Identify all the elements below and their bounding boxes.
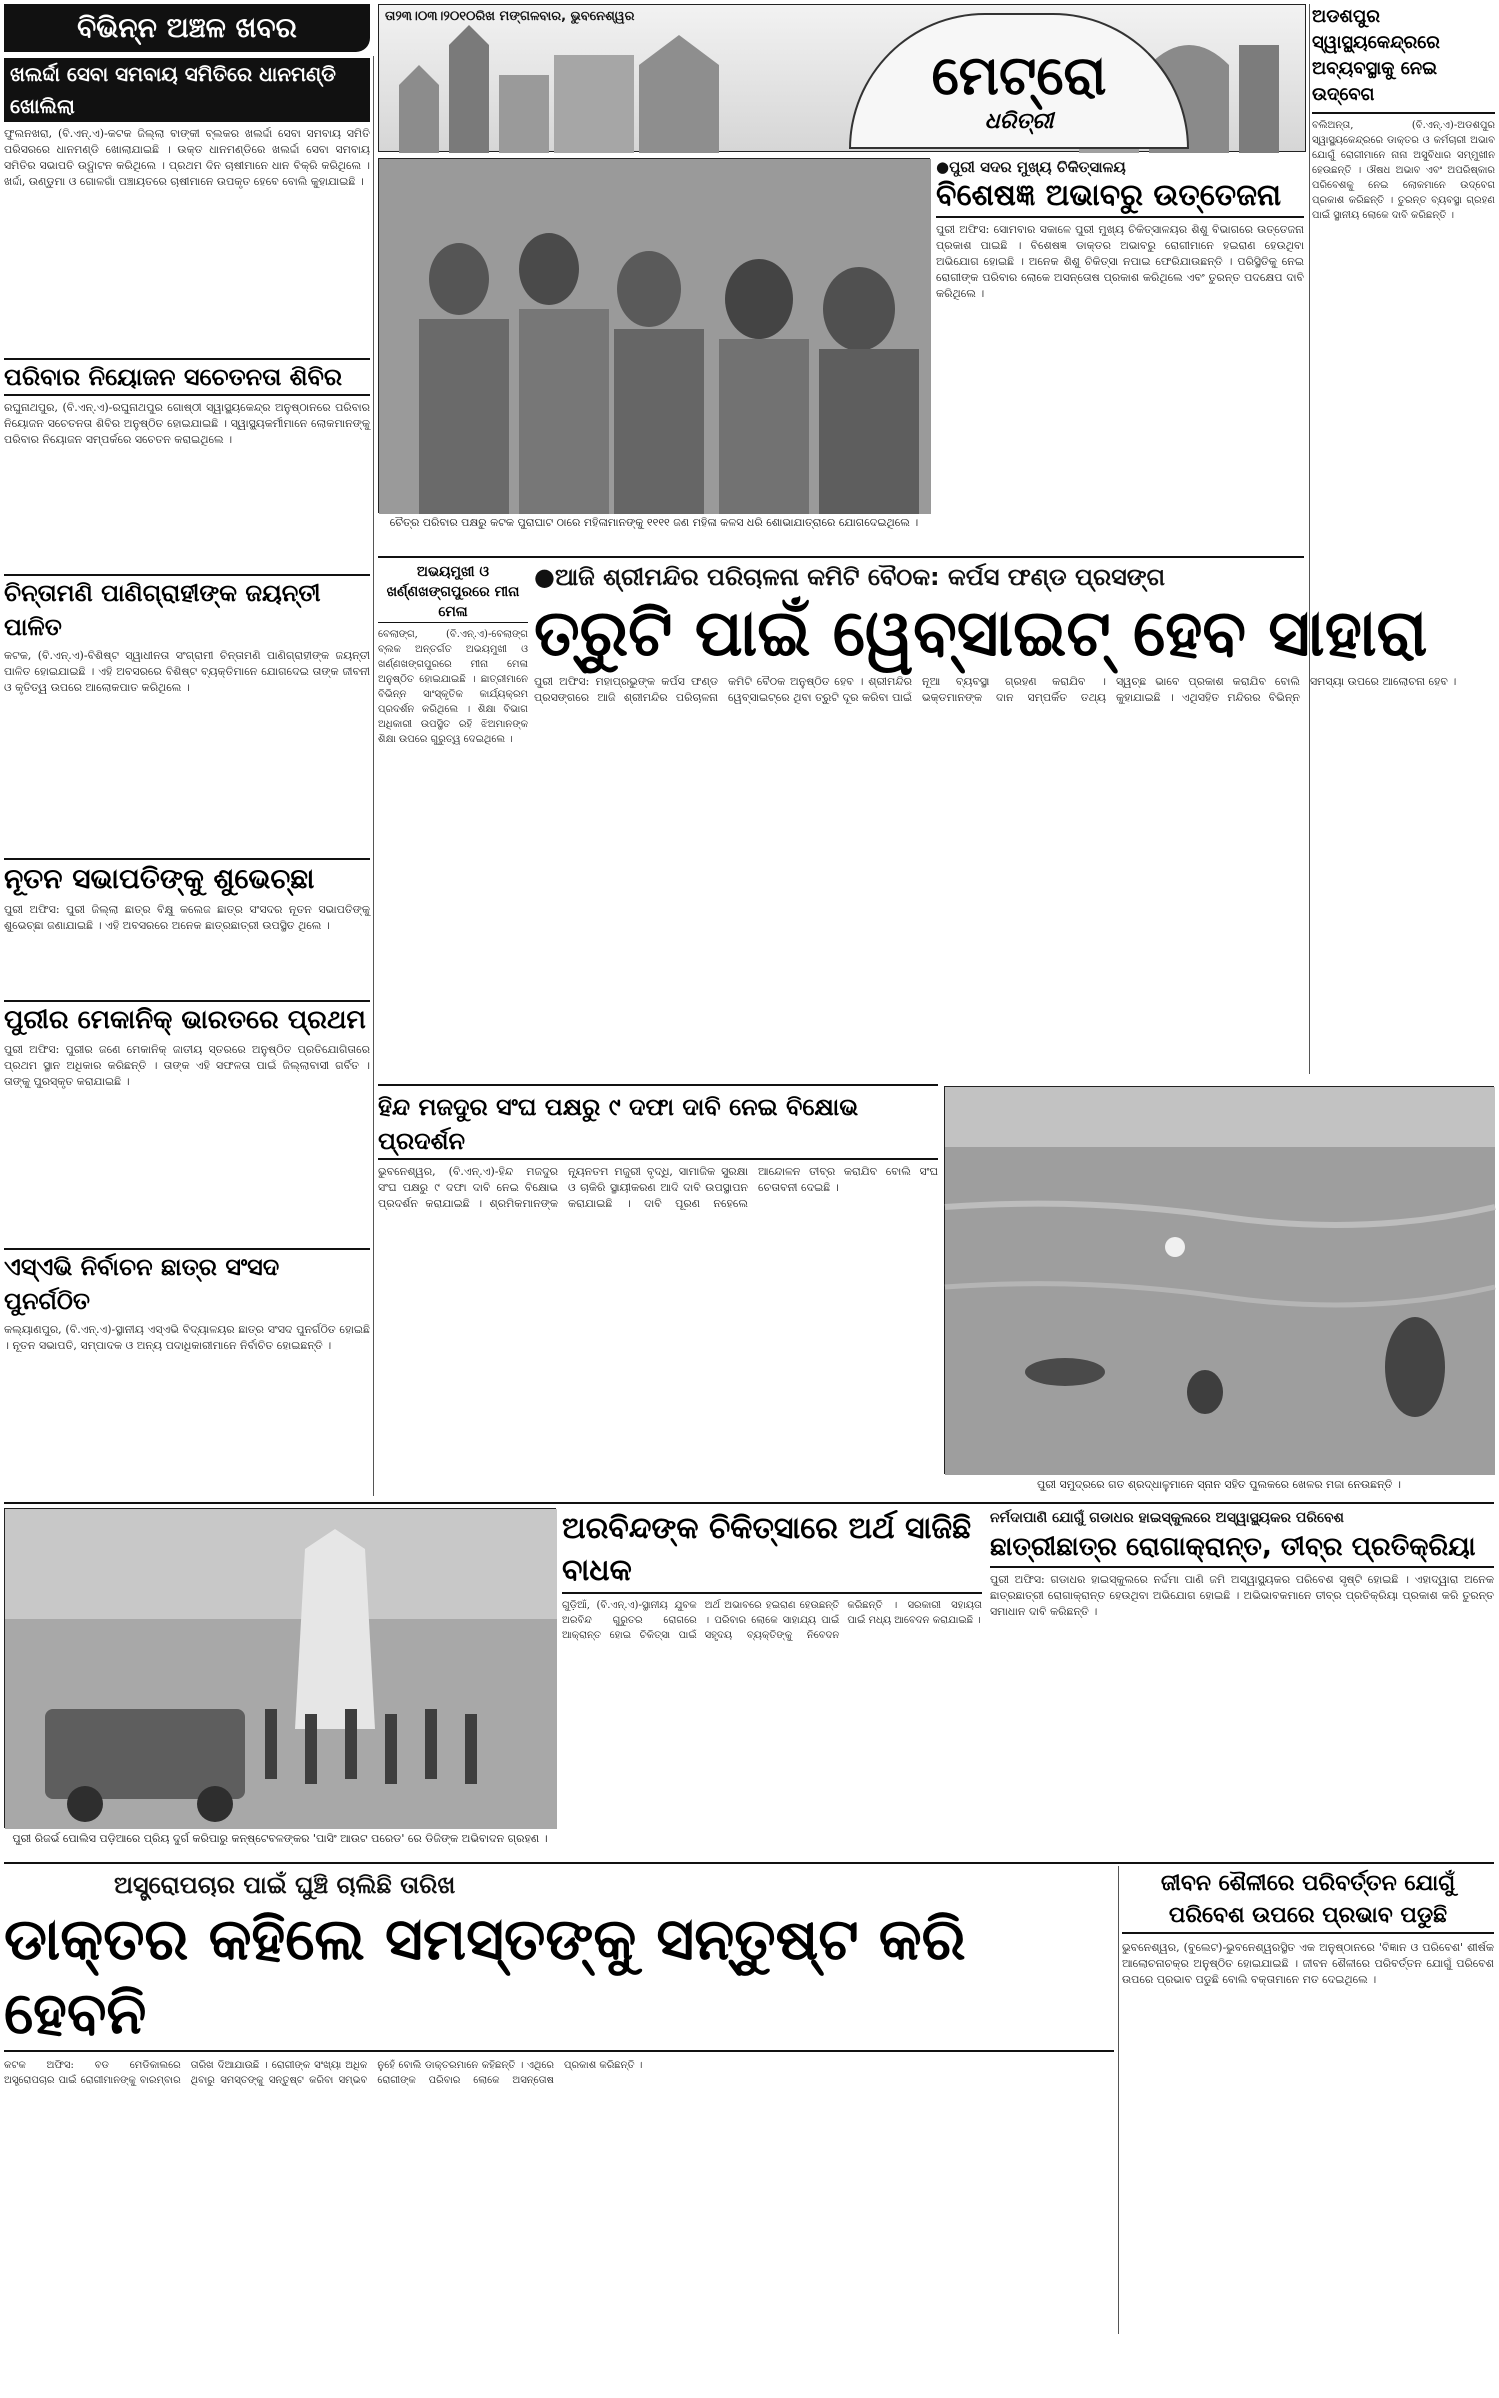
left-column: [4, 58, 370, 1498]
left-body-5: ପୁରୀ ଅଫିସ: ପୁରୀର ଜଣେ ମେକାନିକ୍ ଜାତୀୟ ସ୍ତରରେ ଅନୁଷ୍ଠିତ ପ୍ରତିଯୋଗିତାରେ ପ୍ରଥମ ସ୍ଥାନ ଅଧିକାର କରିଛନ୍ତି । ତାଙ୍କ ଏହି ସଫଳତା ପାଇଁ ଜିଲ୍ଲାବାସୀ ଗର୍ବିତ । ତାଙ୍କୁ ପୁରସ୍କୃତ କରାଯାଇଛି ।: [4, 1043, 370, 1088]
story-doctor-kicker: ଅସ୍ତ୍ରୋପଚାର ପାଇଁ ଘୁଞ୍ଚି ଚାଲିଛି ତାରିଖ: [114, 1871, 456, 1899]
left-headline-2: ପରିବାର ନିୟୋଜନ ସଚେତନତା ଶିବିର: [4, 358, 370, 396]
story-expert-headline: ବିଶେଷଜ୍ଞ ଅଭାବରୁ ଉତ୍ତେଜନା: [936, 176, 1304, 218]
story-arabinda-headline: ଅରବିନ୍ଦଙ୍କ ଚିକିତ୍ସାରେ ଅର୍ଥ ସାଜିଛି ବାଧକ: [562, 1508, 982, 1594]
brand-title: ମେଟ୍ରୋ: [931, 44, 1107, 107]
story-arabinda-body: ଗୁଡ଼ିଆଁ, (ବି.ଏନ୍.ଏ)-ସ୍ଥାନୀୟ ଯୁବକ ଅରବିନ୍ଦ ଗୁରୁତର ରୋଗରେ ଆକ୍ରାନ୍ତ ହୋଇ ଚିକିତ୍ସା ପାଇଁ ଅର୍ଥ ଅଭାବରେ ହଇରାଣ ହେଉଛନ୍ତି । ପରିବାର ଲୋକେ ସାହାଯ୍ୟ ପାଇଁ ସହୃଦୟ ବ୍ୟକ୍ତିଙ୍କୁ ନିବେଦନ କରିଛନ୍ତି । ସରକାରୀ ସହାୟତା ପାଇଁ ମଧ୍ୟ ଆବେଦନ କରାଯାଇଛି ।: [562, 1600, 982, 1641]
story-doctor: [4, 1868, 1114, 2333]
left-body-6: କଲ୍ୟାଣପୁର, (ବି.ଏନ୍.ଏ)-ସ୍ଥାନୀୟ ଏସ୍ଏଭି ବିଦ୍ୟାଳୟର ଛାତ୍ର ସଂସଦ ପୁନର୍ଗଠିତ ହୋଇଛି । ନୂତନ ସଭାପତି, ସମ୍ପାଦକ ଓ ଅନ୍ୟ ପଦାଧିକାରୀମାନେ ନିର୍ବାଚିତ ହୋଇଛନ୍ତି ।: [4, 1323, 370, 1352]
left-body-3: କଟକ, (ବି.ଏନ୍.ଏ)-ବିଶିଷ୍ଟ ସ୍ୱାଧୀନତା ସଂଗ୍ରାମୀ ଚିନ୍ତାମଣି ପାଣିଗ୍ରାହୀଙ୍କ ଜୟନ୍ତୀ ପାଳିତ ହୋଇଯାଇଛି । ଏହି ଅବସରରେ ବିଶିଷ୍ଟ ବ୍ୟକ୍ତିମାନେ ଯୋଗଦେଇ ତାଙ୍କ ଜୀବନୀ ଓ କୃତିତ୍ୱ ଉପରେ ଆଲୋକପାତ କରିଥିଲେ ।: [4, 649, 370, 694]
story-doctor-headline: ଡାକ୍ତର କହିଲେ ସମସ୍ତଙ୍କୁ ସନ୍ତୁଷ୍ଟ କରି ହେବନି: [4, 1902, 1114, 2052]
story-website-headline: ତ୍ରୁଟି ପାଇଁ ୱେବ୍‌ସାଇଟ୍ ହେବ ସାହାରା: [534, 597, 1428, 671]
story-protest: [378, 1090, 938, 1500]
left-body-2: ରଘୁନାଥପୁର, (ବି.ଏନ୍.ଏ)-ରଘୁନାଥପୁର ଗୋଷ୍ଠୀ ସ୍ୱାସ୍ଥ୍ୟକେନ୍ଦ୍ର ଅନୁଷ୍ଠାନରେ ପରିବାର ନିୟୋଜନ ସଚେତନତା ଶିବିର ଅନୁଷ୍ଠିତ ହୋଇଯାଇଛି । ସ୍ୱାସ୍ଥ୍ୟକର୍ମୀମାନେ ଲୋକମାନଙ୍କୁ ପରିବାର ନିୟୋଜନ ସମ୍ପର୍କରେ ସଚେତନ କରାଇଥିଲେ ।: [4, 401, 370, 446]
left-headline-3: ଚିନ୍ତାମଣି ପାଣିଗ୍ରାହୀଙ୍କ ଜୟନ୍ତୀ ପାଳିତ: [4, 574, 370, 644]
divider-mid-2: [378, 1084, 938, 1086]
divider-bottom-2: [4, 1862, 1494, 1864]
masthead-dateline: ତା୨୩।୦୩।୨୦୧୦ରିଖ ମଙ୍ଗଳବାର, ଭୁବନେଶ୍ୱର: [385, 9, 635, 24]
photo-sea: [944, 1086, 1494, 1474]
masthead-banner: [378, 4, 1306, 152]
story-meena-headline: ଅଭୟମୁଖୀ ଓ ଖର୍ଣ୍ଣଖଙ୍ଗପୁରରେ ମୀନା ମେଳା: [378, 562, 528, 623]
story-expert: [936, 158, 1304, 553]
divider-left: [373, 56, 374, 1496]
story-meena: [378, 562, 528, 1042]
story-school-body: ପୁରୀ ଅଫିସ: ଗଡାଧର ହାଇସ୍କୁଲରେ ନର୍ଦ୍ଦମା ପାଣି ଜମି ଅସ୍ୱାସ୍ଥ୍ୟକର ପରିବେଶ ସୃଷ୍ଟି ହୋଇଛି । ଏହାଦ୍ୱାରା ଅନେକ ଛାତ୍ରଛାତ୍ରୀ ରୋଗାକ୍ରାନ୍ତ ହେଉଥିବା ଅଭିଯୋଗ ହୋଇଛି । ଅଭିଭାବକମାନେ ତୀବ୍ର ପ୍ରତିକ୍ରିୟା ପ୍ରକାଶ କରି ତୁରନ୍ତ ସମାଧାନ ଦାବି କରିଛନ୍ତି ।: [990, 1573, 1494, 1618]
story-school: [990, 1508, 1494, 1858]
right-headline: ଅଡଶପୁର ସ୍ୱାସ୍ଥ୍ୟକେନ୍ଦ୍ରରେ ଅବ୍ୟବସ୍ଥାକୁ ନେଇ ଉଦ୍‌ବେଗ: [1312, 4, 1495, 114]
story-protest-body: ଭୁବନେଶ୍ୱର, (ବି.ଏନ୍.ଏ)-ହିନ୍ଦ ମଜଦୁର ସଂଘ ପକ୍ଷରୁ ୯ ଦଫା ଦାବି ନେଇ ବିକ୍ଷୋଭ ପ୍ରଦର୍ଶନ କରାଯାଇଛି । ଶ୍ରମିକମାନଙ୍କ ନ୍ୟୂନତମ ମଜୁରୀ ବୃଦ୍ଧି, ସାମାଜିକ ସୁରକ୍ଷା ଓ ଚାକିରି ସ୍ଥାୟୀକରଣ ଆଦି ଦାବି ଉପସ୍ଥାପନ କରାଯାଇଛି । ଦାବି ପୂରଣ ନହେଲେ ଆନ୍ଦୋଳନ ତୀବ୍ର କରାଯିବ ବୋଲି ସଂଘ ଚେତାବନୀ ଦେଇଛି ।: [378, 1165, 938, 1210]
story-website-kicker: ●ଆଜି ଶ୍ରୀମନ୍ଦିର ପରିଚାଳନା କମିଟି ବୈଠକ: କର୍ପସ ଫଣ୍ଡ ପ୍ରସଙ୍ଗ: [534, 563, 1166, 591]
story-website: [534, 560, 1494, 1080]
story-doctor-body: କଟକ ଅଫିସ: ବଡ ମେଡିକାଲରେ ଅସ୍ତ୍ରୋପଚାର ପାଇଁ ରୋଗୀମାନଙ୍କୁ ବାରମ୍ବାର ତାରିଖ ଦିଆଯାଉଛି । ରୋଗୀଙ୍କ ସଂଖ୍ୟା ଅଧିକ ଥିବାରୁ ସମସ୍ତଙ୍କୁ ସନ୍ତୁଷ୍ଟ କରିବା ସମ୍ଭବ ନୁହେଁ ବୋଲି ଡାକ୍ତରମାନେ କହିଛନ୍ତି । ଏଥିରେ ରୋଗୀଙ୍କ ପରିବାର ଲୋକେ ଅସନ୍ତୋଷ ପ୍ରକାଶ କରିଛନ୍ତି ।: [4, 2060, 643, 2086]
photo-parade: [4, 1508, 556, 1828]
story-expert-body: ପୁରୀ ଅଫିସ: ସୋମବାର ସକାଳେ ପୁରୀ ମୁଖ୍ୟ ଚିକିତ୍ସାଳୟର ଶିଶୁ ବିଭାଗରେ ଉତ୍ତେଜନା ପ୍ରକାଶ ପାଇଛି । ବିଶେଷଜ୍ଞ ଡାକ୍ତର ଅଭାବରୁ ରୋଗୀମାନେ ହଇରାଣ ହେଉଥିବା ଅଭିଯୋଗ ହୋଇଛି । ଅନେକ ଶିଶୁ ଚିକିତ୍ସା ନପାଇ ଫେରିଯାଉଛନ୍ତି । ପରିସ୍ଥିତିକୁ ନେଇ ରୋଗୀଙ୍କ ପରିବାର ଲୋକେ ଅସନ୍ତୋଷ ପ୍ରକାଶ କରିଥିଲେ ଏବଂ ତୁରନ୍ତ ପଦକ୍ଷେପ ଦାବି କରିଥିଲେ ।: [936, 223, 1304, 300]
left-headline-1: ଖଲର୍ଦ୍ଦା ସେବା ସମବାୟ ସମିତିରେ ଧାନମଣ୍ଡି ଖୋଲିଲା: [4, 58, 370, 122]
story-school-kicker: ନର୍ମଦାପାଣି ଯୋଗୁଁ ଗଡାଧର ହାଇସ୍କୁଲରେ ଅସ୍ୱାସ୍ଥ୍ୟକର ପରିବେଶ: [990, 1510, 1344, 1526]
story-environment-body: ଭୁବନେଶ୍ୱର, (ବୁଲେଟ)-ଭୁବନେଶ୍ୱରସ୍ଥିତ ଏକ ଅନୁଷ୍ଠାନରେ 'ବିଜ୍ଞାନ ଓ ପରିବେଶ' ଶୀର୍ଷକ ଆଲୋଚନାଚକ୍ର ଅନୁଷ୍ଠିତ ହୋଇଯାଇଛି । ଜୀବନ ଶୈଳୀରେ ପରିବର୍ତ୍ତନ ଯୋଗୁଁ ପରିବେଶ ଉପରେ ପ୍ରଭାବ ପଡୁଛି ବୋଲି ବକ୍ତାମାନେ ମତ ଦେଇଥିଲେ ।: [1122, 1941, 1494, 1986]
divider-bottom-1: [4, 1502, 1494, 1504]
left-headline-5: ପୁରୀର ମେକାନିକ୍ ଭାରତରେ ପ୍ରଥମ: [4, 1000, 370, 1038]
story-environment: [1122, 1868, 1494, 2333]
brand-subtitle: ଧରିତ୍ରୀ: [984, 109, 1054, 134]
section-tab: ବିଭିନ୍ନ ଅଞ୍ଚଳ ଖବର: [4, 4, 370, 52]
story-environment-headline: ଜୀବନ ଶୈଳୀରେ ପରିବର୍ତ୍ତନ ଯୋଗୁଁ ପରିବେଶ ଉପରେ ପ୍ରଭାବ ପଡୁଛି: [1122, 1868, 1494, 1934]
photo-procession-caption: ଚୈତ୍ର ପରିବାର ପକ୍ଷରୁ କଟକ ପୁରାଘାଟ ଠାରେ ମହିଳାମାନଙ୍କୁ ୧୧୧୧ ଜଣ ମହିଳା କଳସ ଧରି ଶୋଭାଯାତ୍ରାରେ ଯୋଗଦେଇଥିଲେ ।: [389, 516, 919, 529]
left-body-4: ପୁରୀ ଅଫିସ: ପୁରୀ ଜିଲ୍ଲା ଛାତ୍ର ବିକ୍ଷୁ କଲେଜ ଛାତ୍ର ସଂସଦର ନୂତନ ସଭାପତିଙ୍କୁ ଶୁଭେଚ୍ଛା ଜଣାଯାଇଛି । ଏହି ଅବସରରେ ଅନେକ ଛାତ୍ରଛାତ୍ରୀ ଉପସ୍ଥିତ ଥିଲେ ।: [4, 903, 370, 932]
left-headline-6: ଏସ୍ଏଭି ନିର୍ବାଚନ ଛାତ୍ର ସଂସଦ ପୁନର୍ଗଠିତ: [4, 1248, 370, 1318]
story-school-headline: ଛାତ୍ରୀଛାତ୍ର ରୋଗାକ୍ରାନ୍ତ, ତୀବ୍ର ପ୍ରତିକ୍ରିୟା: [990, 1528, 1494, 1568]
left-headline-4: ନୂତନ ସଭାପତିଙ୍କୁ ଶୁଭେଚ୍ଛା: [4, 858, 370, 898]
photo-parade-caption: ପୁରୀ ରିଜର୍ଭ ପୋଲିସ ପଡ଼ିଆରେ ପ୍ରିୟ ଦୁର୍ଗ କରିପାରୁ କନ୍ଷ୍ଟେବଳଙ୍କର 'ପାସିଂ ଆଉଟ ପରେଡ' ରେ ଡିଜିଙ୍କ ଅଭିବାଦନ ଗ୍ରହଣ ।: [12, 1832, 548, 1845]
divider-bottom-v: [1118, 1866, 1119, 2334]
story-meena-body: ବେଲାଙ୍ଗ, (ବି.ଏନ୍.ଏ)-ବେଲାଙ୍ଗ ବ୍ଲକ ଅନ୍ତର୍ଗତ ଅଭୟମୁଖୀ ଓ ଖର୍ଣ୍ଣଖଙ୍ଗପୁରରେ ମୀନା ମେଳା ଅନୁଷ୍ଠିତ ହୋଇଯାଇଛି । ଛାତ୍ରୀମାନେ ବିଭିନ୍ନ ସାଂସ୍କୃତିକ କାର୍ଯ୍ୟକ୍ରମ ପ୍ରଦର୍ଶନ କରିଥିଲେ । ଶିକ୍ଷା ବିଭାଗ ଅଧିକାରୀ ଉପସ୍ଥିତ ରହି ଝିଅମାନଙ୍କ ଶିକ୍ଷା ଉପରେ ଗୁରୁତ୍ୱ ଦେଇଥିଲେ ।: [378, 629, 528, 745]
story-expert-kicker: ●ପୁରୀ ସଦର ମୁଖ୍ୟ ଚିକିତ୍ସାଳୟ: [936, 158, 1126, 176]
right-body: ବଲିଅନ୍ତା, (ବି.ଏନ୍.ଏ)-ଅଡଶପୁର ସ୍ୱାସ୍ଥ୍ୟକେନ୍ଦ୍ରରେ ଡାକ୍ତର ଓ କର୍ମଚାରୀ ଅଭାବ ଯୋଗୁଁ ରୋଗୀମାନେ ନାନା ଅସୁବିଧାର ସମ୍ମୁଖୀନ ହେଉଛନ୍ତି । ଔଷଧ ଅଭାବ ଏବଂ ଅପରିଷ୍କାର ପରିବେଶକୁ ନେଇ ଲୋକମାନେ ଉଦ୍‌ବେଗ ପ୍ରକାଶ କରିଛନ୍ତି । ତୁରନ୍ତ ବ୍ୟବସ୍ଥା ଗ୍ରହଣ ପାଇଁ ସ୍ଥାନୀୟ ଲୋକେ ଦାବି କରିଛନ୍ତି ।: [1312, 120, 1495, 221]
photo-procession: [378, 158, 930, 513]
photo-sea-caption: ପୁରୀ ସମୁଦ୍ରରେ ଗତ ଶ୍ରଦ୍ଧାଳୁମାନେ ସ୍ନାନ ସହିତ ପୁଲକରେ ଖେଳର ମଜା ନେଉଛନ୍ତି ।: [1037, 1478, 1401, 1491]
left-body-1: ଫୁଲନଖରା, (ବି.ଏନ୍.ଏ)-କଟକ ଜିଲ୍ଲା ବାଙ୍କୀ ବ୍ଲକର ଖଲର୍ଦ୍ଦା ସେବା ସମବାୟ ସମିତି ପରିସରରେ ଧାନମଣ୍ଡି ଖୋଲାଯାଇଛି । ଉକ୍ତ ଧାନମଣ୍ଡିରେ ଖଲର୍ଦ୍ଦା ସେବା ସମବାୟ ସମିତିର ସଭାପତି ଉଦ୍ଘାଟନ କରିଥିଲେ । ପ୍ରଥମ ଦିନ ଚାଷୀମାନେ ଧାନ ବିକ୍ରି କରିଥିଲେ । ଖର୍ଦ୍ଦା, ଉଣ୍ଡୁମା ଓ ଗୋଳଗାଁ ପଞ୍ଚାୟତରେ ଚାଷୀମାନେ ଉପକୃତ ହେବେ ବୋଲି କୁହାଯାଇଛି ।: [4, 127, 370, 188]
story-website-body: ପୁରୀ ଅଫିସ: ମହାପ୍ରଭୁଙ୍କ କର୍ପସ ଫଣ୍ଡ ପ୍ରସଙ୍ଗରେ ଆଜି ଶ୍ରୀମନ୍ଦିର ପରିଚାଳନା କମିଟି ବୈଠକ ଅନୁଷ୍ଠିତ ହେବ । ଶ୍ରୀମନ୍ଦିର ୱେବ୍‌ସାଇଟ୍‌ରେ ଥିବା ତ୍ରୁଟି ଦୂର କରିବା ପାଇଁ ନୂଆ ବ୍ୟବସ୍ଥା ଗ୍ରହଣ କରାଯିବ । ଭକ୍ତମାନଙ୍କ ଦାନ ସମ୍ପର୍କିତ ତଥ୍ୟ ସ୍ୱଚ୍ଛ ଭାବେ ପ୍ରକାଶ କରାଯିବ ବୋଲି କୁହାଯାଇଛି । ଏଥିସହିତ ମନ୍ଦିରର ବିଭିନ୍ନ ସମସ୍ୟା ଉପରେ ଆଲୋଚନା ହେବ ।: [534, 675, 1457, 704]
divider-mid-1: [378, 556, 1304, 558]
story-arabinda: [562, 1508, 982, 1858]
story-protest-headline: ହିନ୍ଦ ମଜଦୁର ସଂଘ ପକ୍ଷରୁ ୯ ଦଫା ଦାବି ନେଇ ବିକ୍ଷୋଭ ପ୍ରଦର୍ଶନ: [378, 1090, 938, 1160]
